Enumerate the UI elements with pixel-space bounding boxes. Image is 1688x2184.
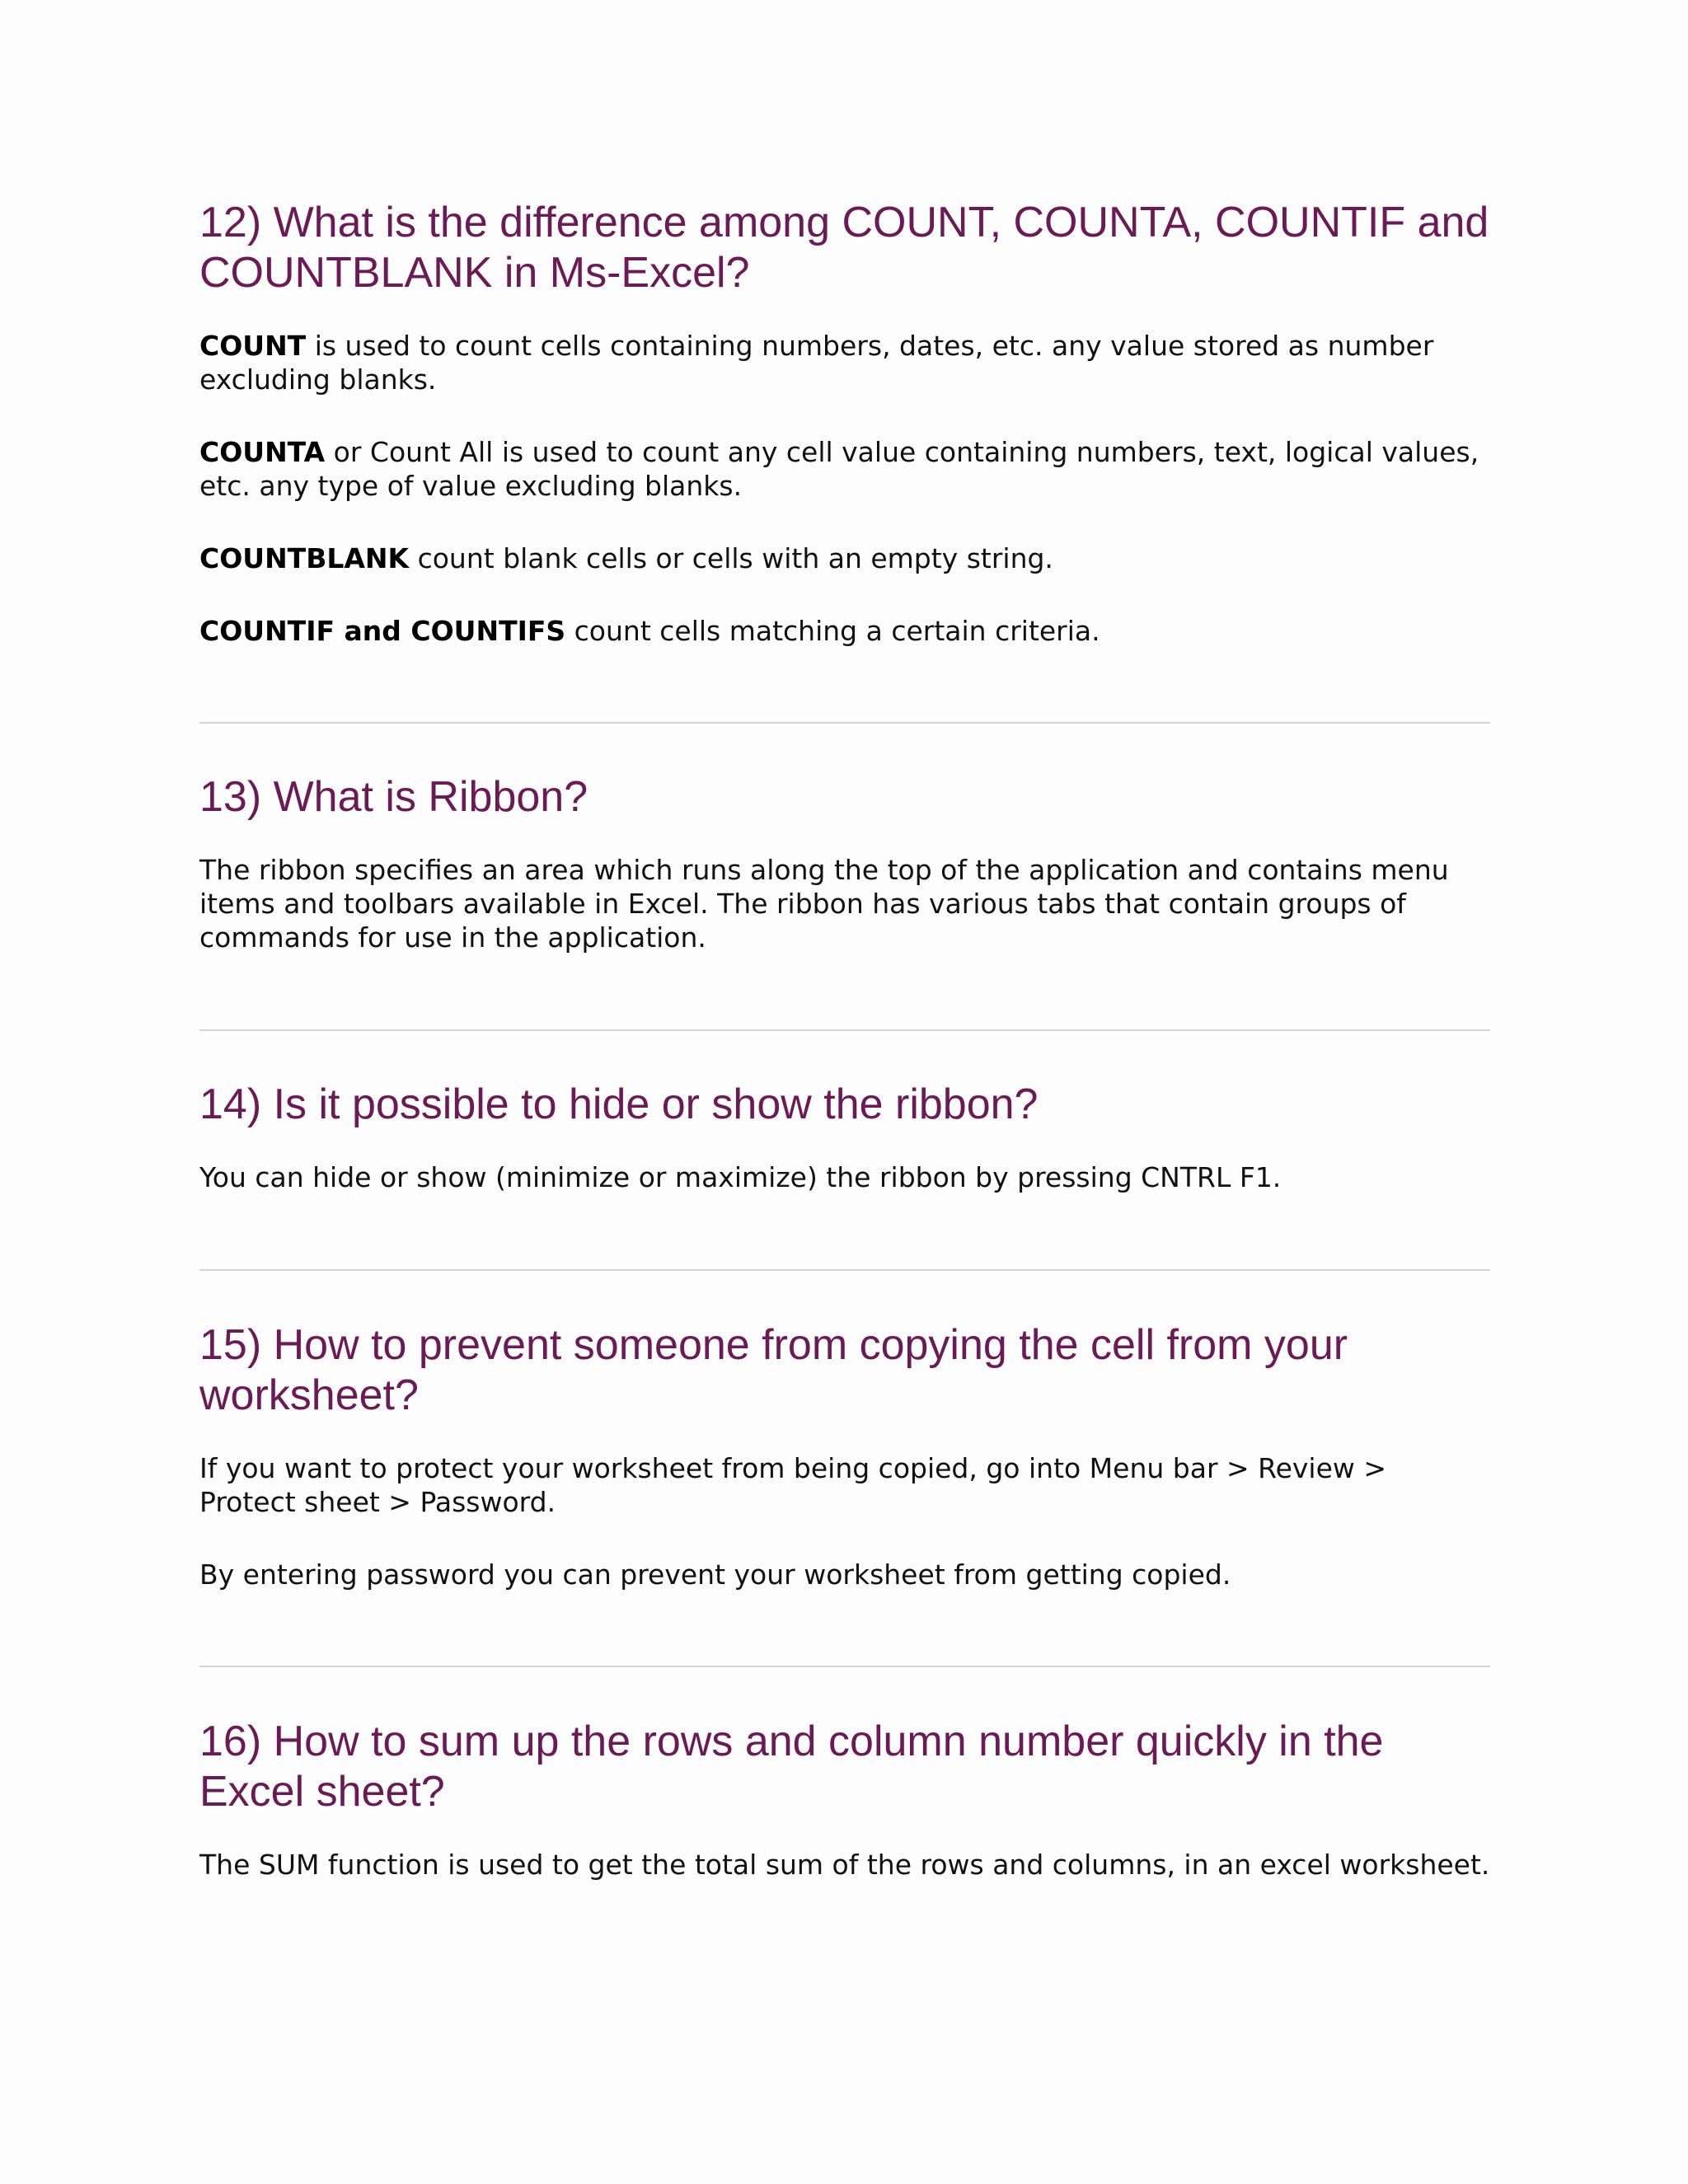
section-q12 xyxy=(199,198,1490,648)
section-divider xyxy=(199,1269,1490,1271)
section-divider xyxy=(199,1666,1490,1667)
answer-text: is used to count cells containing numbers, dates, etc. any value stored as number excluding blanks. xyxy=(199,330,1434,396)
answer-paragraph xyxy=(199,435,1490,503)
section-q14 xyxy=(199,1080,1490,1194)
section-q16 xyxy=(199,1717,1490,1882)
section-q15 xyxy=(199,1320,1490,1591)
answer-paragraph: The ribbon specifies an area which runs along the top of the application and contains menu items and toolbars available in Excel. The ribbon has various tabs that contain groups of commands for use in the application. xyxy=(199,854,1449,954)
answer-paragraph xyxy=(199,614,1490,648)
answer-paragraph: By entering password you can prevent your worksheet from getting copied. xyxy=(199,1558,1231,1591)
answer-paragraph: The SUM function is used to get the total sum of the rows and columns, in an excel worksheet. xyxy=(199,1849,1490,1881)
answer-text: or Count All is used to count any cell value containing numbers, text, logical values, etc. any type of value excluding blanks. xyxy=(199,436,1479,502)
answer-paragraph: You can hide or show (minimize or maximize) the ribbon by pressing CNTRL F1. xyxy=(199,1161,1282,1193)
question-13-heading: 13) What is Ribbon? xyxy=(199,773,588,821)
section-q13 xyxy=(199,772,1490,954)
answer-text: count cells matching a certain criteria. xyxy=(565,615,1100,647)
term-countif: COUNTIF and COUNTIFS xyxy=(199,615,566,647)
answer-paragraph: If you want to protect your worksheet from being copied, go into Menu bar > Review > Protect sheet > Password. xyxy=(199,1452,1387,1518)
question-14-heading: 14) Is it possible to hide or show the ribbon? xyxy=(199,1080,1039,1128)
answer-text: count blank cells or cells with an empty string. xyxy=(409,542,1053,574)
section-divider xyxy=(199,1029,1490,1031)
answer-paragraph xyxy=(199,541,1490,575)
question-12-heading: 12) What is the difference among COUNT, COUNTA, COUNTIF and COUNTBLANK in Ms-Excel? xyxy=(199,199,1489,297)
term-count: COUNT xyxy=(199,330,307,362)
term-counta: COUNTA xyxy=(199,436,326,468)
section-divider xyxy=(199,722,1490,724)
question-15-heading: 15) How to prevent someone from copying the cell from your worksheet? xyxy=(199,1321,1348,1419)
question-16-heading: 16) How to sum up the rows and column number quickly in the Excel sheet? xyxy=(199,1718,1384,1816)
answer-paragraph xyxy=(199,329,1490,396)
term-countblank: COUNTBLANK xyxy=(199,542,410,574)
